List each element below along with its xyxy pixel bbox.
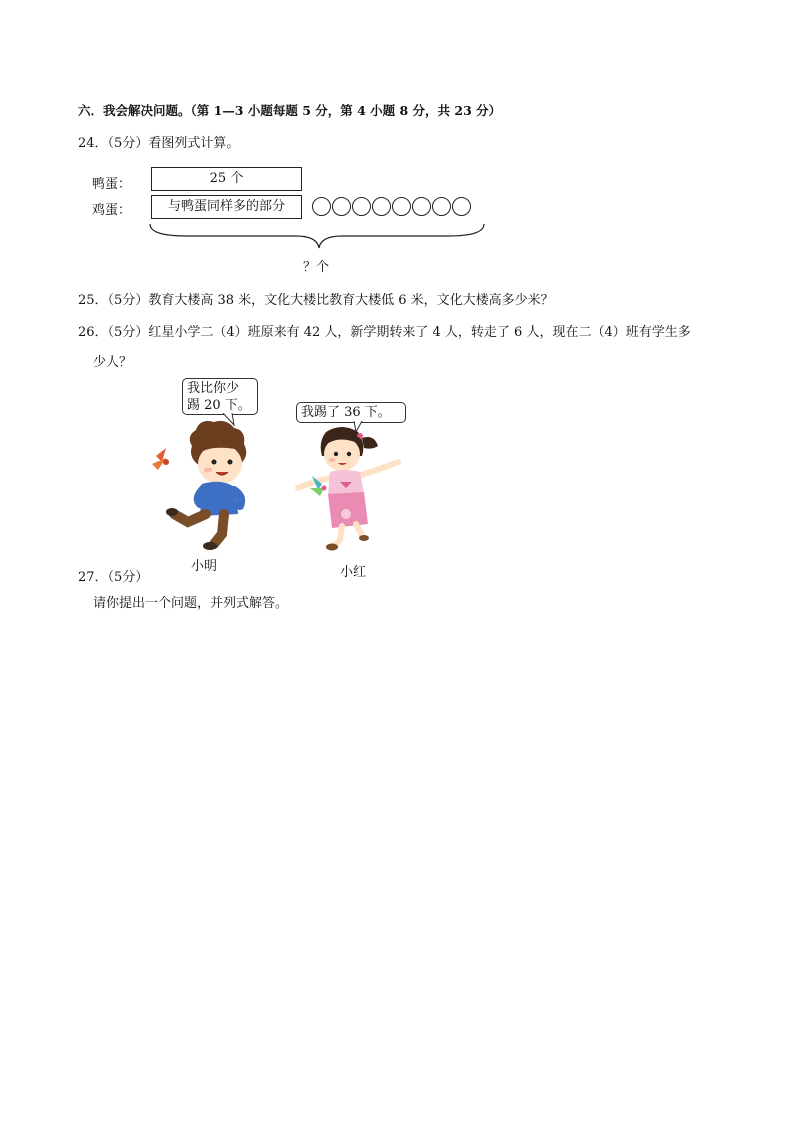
egg-circle [412, 197, 431, 216]
egg-circle [392, 197, 411, 216]
shuttlecock-icon [152, 448, 169, 470]
chicken-egg-box-label: 与鸭蛋同样多的部分 [167, 199, 285, 214]
girl-illustration [292, 424, 408, 552]
girl-name: 小红 [340, 565, 367, 580]
boy-speech-line1: 我比你少 [187, 381, 240, 396]
chicken-egg-box [151, 195, 302, 219]
egg-circle [312, 197, 331, 216]
duck-egg-value: 25 个 [209, 171, 244, 186]
question-26-line2: 少人？ [93, 355, 133, 370]
question-27-number: 27．（5分） [78, 570, 149, 585]
duck-egg-label: 鸭蛋： [92, 177, 132, 192]
egg-circle [432, 197, 451, 216]
egg-circle [352, 197, 371, 216]
egg-circle [452, 197, 471, 216]
total-brace [146, 222, 488, 250]
boy-illustration [148, 418, 258, 552]
egg-circle [372, 197, 391, 216]
question-25: 25．（5分）教育大楼高 38 米，文化大楼比教育大楼低 6 米，文化大楼高多少米？ [78, 293, 554, 308]
chicken-egg-label: 鸡蛋： [92, 203, 132, 218]
egg-circle [332, 197, 351, 216]
question-26-line1: 26．（5分）红星小学二（4）班原来有 42 人，新学期转来了 4 人，转走了 6 人，现在二（4）班有学生多 [78, 325, 691, 340]
boy-speech-bubble [182, 378, 258, 415]
extra-eggs-circles [312, 197, 471, 216]
boy-speech-line2: 踢 20 下。 [187, 398, 251, 413]
question-27-instruction: 请你提出一个问题，并列式解答。 [93, 596, 289, 611]
section-heading: 六．我会解决问题。（第 1—3 小题每题 5 分，第 4 小题 8 分，共 23 分） [78, 103, 502, 118]
boy-name: 小明 [191, 559, 218, 574]
girl-speech-bubble [296, 402, 406, 423]
total-label: ？个 [303, 260, 330, 275]
question-24-prompt: 24．（5分）看图列式计算。 [78, 136, 240, 151]
duck-egg-box [151, 167, 302, 191]
girl-speech-text: 我踢了 36 下。 [301, 405, 391, 420]
